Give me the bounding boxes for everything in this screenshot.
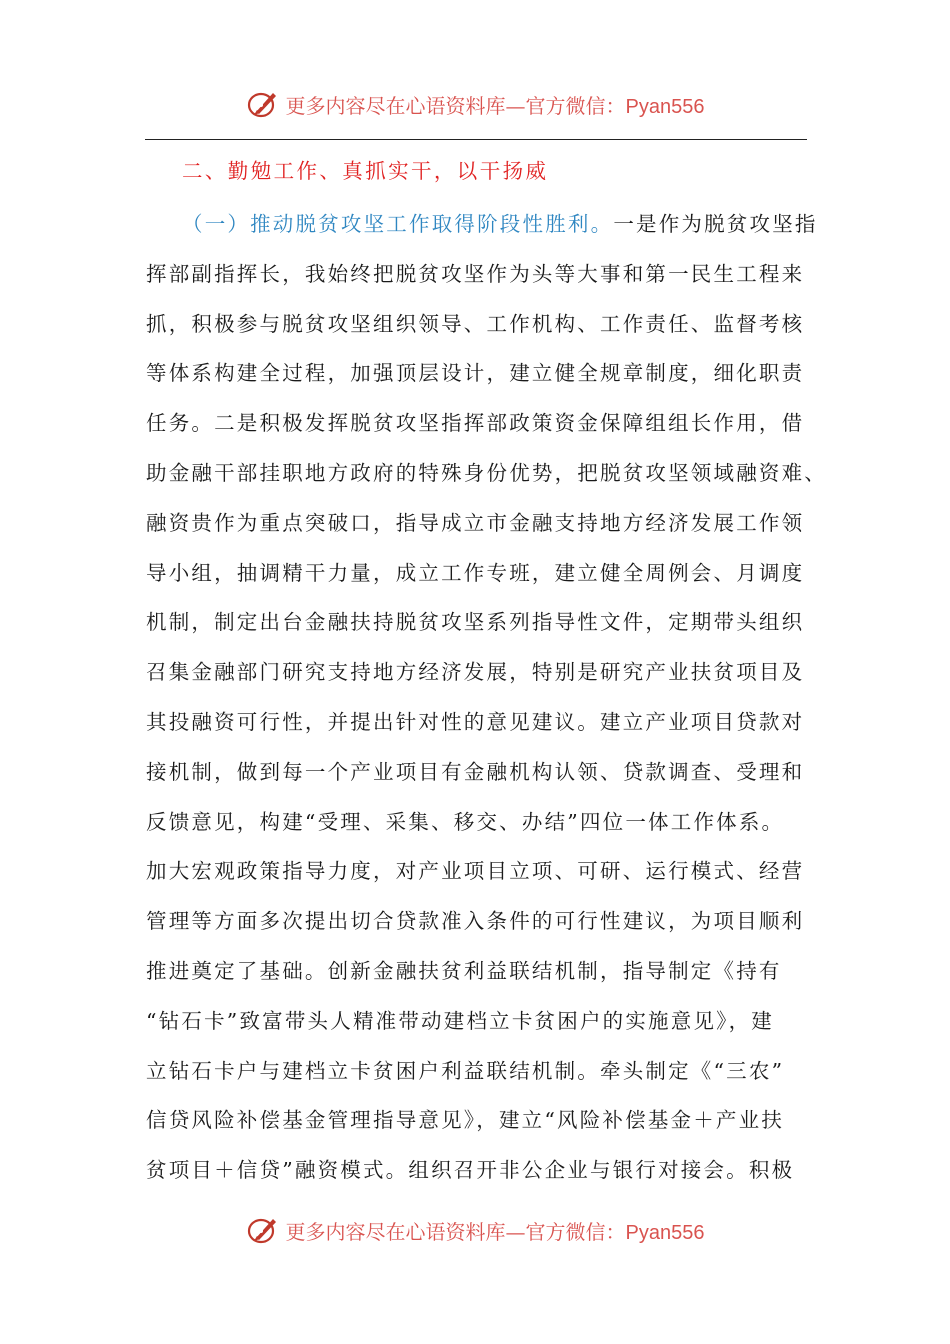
paragraph-line: 召集金融部门研究支持地方经济发展，特别是研究产业扶贫项目及: [146, 660, 805, 685]
paragraph-line: 助金融干部挂职地方政府的特殊身份优势，把脱贫攻坚领域融资难、: [146, 460, 827, 485]
paragraph-line: 机制，制定出台金融扶持脱贫攻坚系列指导性文件，定期带头组织: [146, 610, 805, 635]
footer-wechat-id: Pyan556: [625, 1221, 705, 1244]
paragraph-line: 立钻石卡户与建档立卡贫困户利益联结机制。牵头制定《“三农”: [146, 1058, 785, 1083]
header-banner: [0, 84, 950, 124]
pen-nib-logo-icon: [246, 1213, 280, 1247]
paragraph-line: 贫项目＋信贷”融资模式。组织召开非公企业与银行对接会。积极: [146, 1158, 795, 1183]
paragraph-first-line: [146, 200, 818, 250]
paragraph-line: 接机制，做到每一个产业项目有金融机构认领、贷款调查、受理和: [146, 759, 805, 784]
paragraph-line: 加大宏观政策指导力度，对产业项目立项、可研、运行模式、经营: [146, 859, 805, 884]
first-line-rest: 一是作为脱贫攻坚指: [613, 212, 818, 236]
paragraph-line: 推进奠定了基础。创新金融扶贫利益联结机制，指导制定《持有: [146, 958, 782, 983]
paragraph-line: 反馈意见，构建“受理、采集、移交、办结”四位一体工作体系。: [146, 809, 785, 834]
paragraph-line: 挥部副指挥长，我始终把脱贫攻坚作为头等大事和第一民生工程来: [146, 261, 805, 286]
paragraph-line: 抓，积极参与脱贫攻坚组织领导、工作机构、工作责任、监督考核: [146, 311, 805, 336]
footer-banner-text: [286, 1216, 705, 1245]
paragraph-line: 信贷风险补偿基金管理指导意见》，建立“风险补偿基金＋产业扶: [146, 1108, 785, 1133]
body-paragraph: [146, 200, 827, 1196]
header-banner-text: [286, 90, 705, 119]
header-divider: [145, 139, 807, 140]
footer-banner-label: 更多内容尽在心语资料库—官方微信：: [285, 1219, 626, 1244]
header-banner-label: 更多内容尽在心语资料库—官方微信：: [285, 93, 626, 118]
paragraph-line: 等体系构建全过程，加强顶层设计，建立健全规章制度，细化职责: [146, 361, 805, 386]
pen-nib-logo-icon: [246, 87, 280, 121]
paragraph-line: 其投融资可行性，并提出针对性的意见建议。建立产业项目贷款对: [146, 709, 805, 734]
paragraph-line: 导小组，抽调精干力量，成立工作专班，建立健全周例会、月调度: [146, 560, 805, 585]
paragraph-line: 融资贵作为重点突破口，指导成立市金融支持地方经济发展工作领: [146, 510, 805, 535]
paragraph-line: 管理等方面多次提出切合贷款准入条件的可行性建议，为项目顺利: [146, 909, 805, 934]
document-body: [146, 150, 827, 1196]
footer-banner: [0, 1210, 950, 1250]
paragraph-line: “钻石卡”致富带头人精准带动建档立卡贫困户的实施意见》，建: [146, 1008, 775, 1033]
header-wechat-id: Pyan556: [625, 95, 705, 118]
section-heading: 二、勤勉工作、真抓实干，以干扬威: [182, 159, 549, 183]
subheading: （一）推动脱贫攻坚工作取得阶段性胜利。: [182, 212, 614, 236]
paragraph-line: 任务。二是积极发挥脱贫攻坚指挥部政策资金保障组组长作用，借: [146, 411, 805, 436]
